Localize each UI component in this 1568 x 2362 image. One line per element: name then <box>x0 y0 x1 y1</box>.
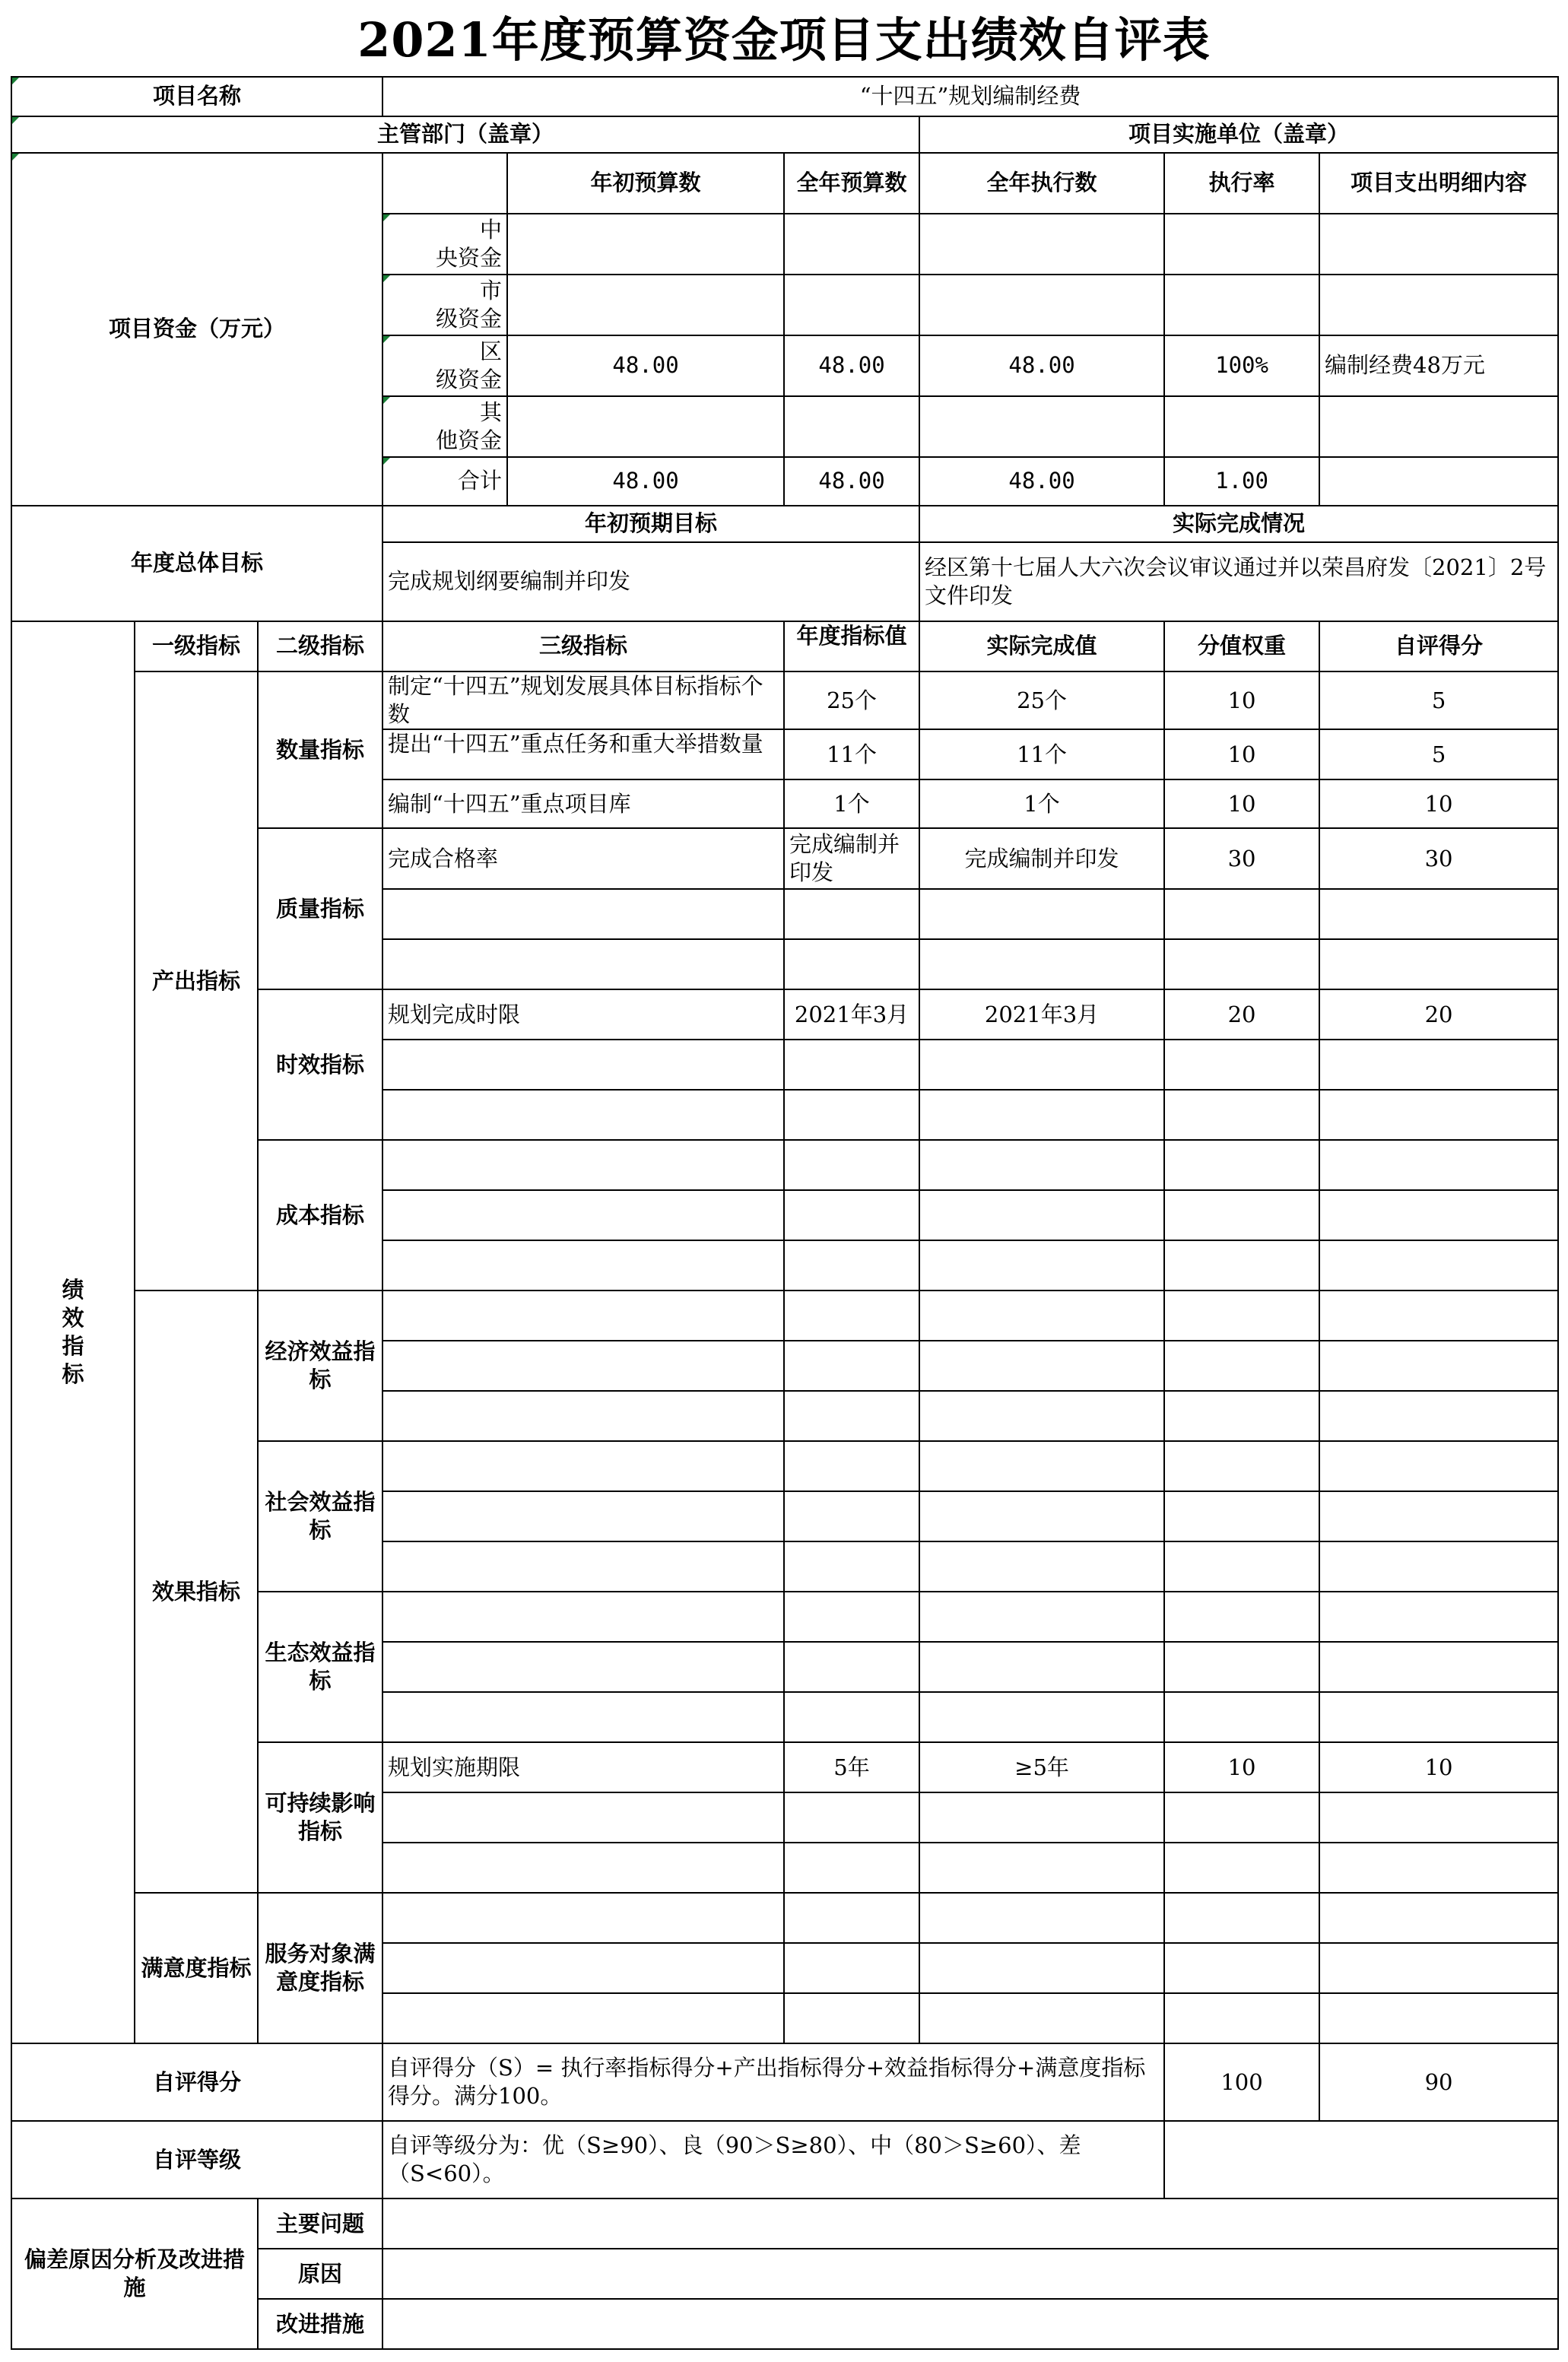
funds-cell <box>784 396 919 457</box>
indicators-label: 绩 效 指 标 <box>11 621 135 2043</box>
funds-total-cell: 48.00 <box>784 457 919 506</box>
empty-cell <box>919 1993 1164 2043</box>
empty-cell <box>382 1792 784 1843</box>
funds-header-budget: 年初预算数 <box>507 153 784 214</box>
empty-cell <box>919 1090 1164 1140</box>
quality-row-actual: 完成编制并印发 <box>919 828 1164 889</box>
quantity-row-2-actual: 11个 <box>919 729 1164 779</box>
ind-header-score: 自评得分 <box>1319 621 1558 671</box>
quality-row-target: 完成编制并印发 <box>784 828 919 889</box>
funds-cell: 48.00 <box>784 335 919 396</box>
ecological-indicators-label: 生态效益指标 <box>258 1592 382 1742</box>
empty-cell <box>382 1491 784 1541</box>
empty-cell <box>1319 939 1558 989</box>
empty-cell <box>1164 1441 1319 1491</box>
empty-cell <box>382 1541 784 1592</box>
funds-cell <box>919 275 1164 335</box>
funds-cell <box>1319 396 1558 457</box>
quantity-row-1-actual: 25个 <box>919 671 1164 729</box>
quantity-row-1-score: 5 <box>1319 671 1558 729</box>
empty-cell <box>1319 1040 1558 1090</box>
funds-row-total: 合计 <box>382 457 507 506</box>
empty-cell <box>1164 1592 1319 1642</box>
empty-cell <box>1319 1541 1558 1592</box>
empty-cell <box>1319 1391 1558 1441</box>
funds-cell <box>784 214 919 275</box>
empty-cell <box>784 1040 919 1090</box>
empty-cell <box>784 939 919 989</box>
empty-cell <box>1319 1441 1558 1491</box>
self-score-value: 90 <box>1319 2043 1558 2121</box>
empty-cell <box>1164 1642 1319 1692</box>
empty-cell <box>784 1642 919 1692</box>
empty-cell <box>1164 1190 1319 1240</box>
satisfaction-indicators-label: 满意度指标 <box>135 1893 258 2043</box>
empty-cell <box>1164 1893 1319 1943</box>
funds-cell <box>507 214 784 275</box>
ind-header-target: 年度指标值 <box>784 621 919 671</box>
empty-cell <box>919 1391 1164 1441</box>
deviation-reason-value <box>382 2249 1558 2299</box>
funds-header-annual: 全年预算数 <box>784 153 919 214</box>
empty-cell <box>1164 1541 1319 1592</box>
empty-cell <box>784 1692 919 1742</box>
timeliness-row-target: 2021年3月 <box>784 989 919 1040</box>
funds-cell: 48.00 <box>507 335 784 396</box>
empty-cell <box>382 1843 784 1893</box>
social-indicators-label: 社会效益指标 <box>258 1441 382 1592</box>
empty-cell <box>1319 1341 1558 1391</box>
quantity-row-2-target: 11个 <box>784 729 919 779</box>
empty-cell <box>919 889 1164 939</box>
empty-cell <box>919 1291 1164 1341</box>
quantity-row-2-score: 5 <box>1319 729 1558 779</box>
deviation-main-issue-value <box>382 2199 1558 2249</box>
self-score-desc: 自评得分（S）= 执行率指标得分+产出指标得分+效益指标得分+满意度指标得分。满分100。 <box>382 2043 1164 2121</box>
empty-cell <box>382 1341 784 1391</box>
project-name-value: “十四五”规划编制经费 <box>382 77 1558 116</box>
goal-expected-header: 年初预期目标 <box>382 506 919 542</box>
funds-cell <box>1164 396 1319 457</box>
empty-cell <box>1164 1090 1319 1140</box>
funds-cell: 编制经费48万元 <box>1319 335 1558 396</box>
empty-cell <box>382 1642 784 1692</box>
quantity-row-1-name: 制定“十四五”规划发展具体目标指标个数 <box>382 671 784 729</box>
timeliness-indicators-label: 时效指标 <box>258 989 382 1140</box>
empty-cell <box>1164 1040 1319 1090</box>
empty-cell <box>1319 1792 1558 1843</box>
goal-actual-header: 实际完成情况 <box>919 506 1558 542</box>
funds-total-cell: 48.00 <box>507 457 784 506</box>
empty-cell <box>784 1993 919 2043</box>
funds-header-executed: 全年执行数 <box>919 153 1164 214</box>
empty-cell <box>382 1291 784 1341</box>
empty-cell <box>784 1541 919 1592</box>
ind-header-actual: 实际完成值 <box>919 621 1164 671</box>
empty-cell <box>1164 1341 1319 1391</box>
empty-cell <box>1164 1993 1319 2043</box>
empty-cell <box>1319 1140 1558 1190</box>
quality-indicators-label: 质量指标 <box>258 828 382 989</box>
empty-cell <box>1319 1090 1558 1140</box>
funds-cell <box>919 396 1164 457</box>
goal-label: 年度总体目标 <box>11 506 382 621</box>
empty-cell <box>784 1341 919 1391</box>
empty-cell <box>784 1592 919 1642</box>
empty-cell <box>382 1090 784 1140</box>
empty-cell <box>1319 1642 1558 1692</box>
empty-cell <box>919 1541 1164 1592</box>
funds-total-cell: 1.00 <box>1164 457 1319 506</box>
funds-cell: 48.00 <box>919 335 1164 396</box>
empty-cell <box>1164 1491 1319 1541</box>
quality-row-name: 完成合格率 <box>382 828 784 889</box>
funds-cell <box>1319 214 1558 275</box>
empty-cell <box>784 1441 919 1491</box>
empty-cell <box>1164 939 1319 989</box>
service-satisfaction-label: 服务对象满意度指标 <box>258 1893 382 2043</box>
empty-cell <box>1319 1893 1558 1943</box>
funds-cell <box>1164 214 1319 275</box>
timeliness-row-name: 规划完成时限 <box>382 989 784 1040</box>
deviation-reason: 原因 <box>258 2249 382 2299</box>
funds-cell <box>919 214 1164 275</box>
empty-cell <box>382 1692 784 1742</box>
funds-row-district: 区 级资金 <box>382 335 507 396</box>
ind-header-level2: 二级指标 <box>258 621 382 671</box>
empty-cell <box>784 1491 919 1541</box>
empty-cell <box>919 1943 1164 1993</box>
funds-header-blank <box>382 153 507 214</box>
empty-cell <box>784 1843 919 1893</box>
self-grade-desc: 自评等级分为：优（S≥90）、良（90＞S≥80）、中（80＞S≥60）、差（S<60）。 <box>382 2121 1164 2199</box>
empty-cell <box>382 1391 784 1441</box>
empty-cell <box>784 1090 919 1140</box>
quantity-row-3-actual: 1个 <box>919 779 1164 828</box>
quantity-row-3-weight: 10 <box>1164 779 1319 828</box>
empty-cell <box>1319 1592 1558 1642</box>
sustainable-row-name: 规划实施期限 <box>382 1742 784 1792</box>
sustainable-row-actual: ≥5年 <box>919 1742 1164 1792</box>
empty-cell <box>382 1441 784 1491</box>
empty-cell <box>1164 1792 1319 1843</box>
quantity-row-2-name: 提出“十四五”重点任务和重大举措数量 <box>382 729 784 779</box>
funds-cell <box>1164 275 1319 335</box>
empty-cell <box>1319 1190 1558 1240</box>
empty-cell <box>784 1240 919 1291</box>
goal-actual: 经区第十七届人大六次会议审议通过并以荣昌府发〔2021〕2号文件印发 <box>919 542 1558 621</box>
funds-row-other: 其 他资金 <box>382 396 507 457</box>
empty-cell <box>1164 1943 1319 1993</box>
empty-cell <box>1164 1240 1319 1291</box>
funds-header-rate: 执行率 <box>1164 153 1319 214</box>
funds-cell <box>507 275 784 335</box>
sustainable-row-weight: 10 <box>1164 1742 1319 1792</box>
evaluation-table <box>11 76 1559 2350</box>
page-title: 2021年度预算资金项目支出绩效自评表 <box>357 12 1211 68</box>
sustainable-row-target: 5年 <box>784 1742 919 1792</box>
empty-cell <box>1164 1140 1319 1190</box>
quantity-row-1-weight: 10 <box>1164 671 1319 729</box>
empty-cell <box>382 939 784 989</box>
quality-row-score: 30 <box>1319 828 1558 889</box>
timeliness-row-weight: 20 <box>1164 989 1319 1040</box>
empty-cell <box>1319 1843 1558 1893</box>
empty-cell <box>382 889 784 939</box>
empty-cell <box>1319 1291 1558 1341</box>
ind-header-level3: 三级指标 <box>382 621 784 671</box>
empty-cell <box>919 1190 1164 1240</box>
empty-cell <box>1164 1692 1319 1742</box>
empty-cell <box>382 1893 784 1943</box>
empty-cell <box>1319 1943 1558 1993</box>
empty-cell <box>1319 889 1558 939</box>
empty-cell <box>784 1792 919 1843</box>
empty-cell <box>919 939 1164 989</box>
deviation-improvement-value <box>382 2299 1558 2349</box>
funds-header-detail: 项目支出明细内容 <box>1319 153 1558 214</box>
empty-cell <box>919 1642 1164 1692</box>
empty-cell <box>919 1040 1164 1090</box>
deviation-main-issue: 主要问题 <box>258 2199 382 2249</box>
dept-label: 主管部门（盖章） <box>11 116 919 153</box>
empty-cell <box>1319 1240 1558 1291</box>
economic-indicators-label: 经济效益指标 <box>258 1291 382 1441</box>
empty-cell <box>382 1240 784 1291</box>
empty-cell <box>382 1140 784 1190</box>
funds-cell: 100% <box>1164 335 1319 396</box>
empty-cell <box>784 1943 919 1993</box>
empty-cell <box>919 1692 1164 1742</box>
empty-cell <box>919 1441 1164 1491</box>
empty-cell <box>382 1592 784 1642</box>
funds-cell <box>784 275 919 335</box>
ind-header-level1: 一级指标 <box>135 621 258 671</box>
empty-cell <box>382 1190 784 1240</box>
funds-label: 项目资金（万元） <box>11 153 382 506</box>
timeliness-row-actual: 2021年3月 <box>919 989 1164 1040</box>
empty-cell <box>784 1190 919 1240</box>
quantity-row-3-score: 10 <box>1319 779 1558 828</box>
empty-cell <box>1164 1391 1319 1441</box>
empty-cell <box>919 1341 1164 1391</box>
empty-cell <box>784 1893 919 1943</box>
funds-row-central: 中 央资金 <box>382 214 507 275</box>
funds-total-cell: 48.00 <box>919 457 1164 506</box>
empty-cell <box>1164 1291 1319 1341</box>
empty-cell <box>1319 1491 1558 1541</box>
timeliness-row-score: 20 <box>1319 989 1558 1040</box>
quantity-row-2-weight: 10 <box>1164 729 1319 779</box>
goal-expected: 完成规划纲要编制并印发 <box>382 542 919 621</box>
empty-cell <box>1164 889 1319 939</box>
empty-cell <box>382 1943 784 1993</box>
quantity-row-3-name: 编制“十四五”重点项目库 <box>382 779 784 828</box>
empty-cell <box>784 889 919 939</box>
sustainable-row-score: 10 <box>1319 1742 1558 1792</box>
project-name-label: 项目名称 <box>11 77 382 116</box>
deviation-improvement: 改进措施 <box>258 2299 382 2349</box>
sustainable-indicators-label: 可持续影响指标 <box>258 1742 382 1893</box>
empty-cell <box>382 1993 784 2043</box>
empty-cell <box>1319 1993 1558 2043</box>
quantity-row-1-target: 25个 <box>784 671 919 729</box>
empty-cell <box>784 1291 919 1341</box>
funds-cell <box>1319 275 1558 335</box>
empty-cell <box>919 1792 1164 1843</box>
empty-cell <box>919 1240 1164 1291</box>
cost-indicators-label: 成本指标 <box>258 1140 382 1291</box>
quality-row-weight: 30 <box>1164 828 1319 889</box>
quantity-indicators-label: 数量指标 <box>258 671 382 828</box>
effect-indicators-label: 效果指标 <box>135 1291 258 1893</box>
empty-cell <box>784 1140 919 1190</box>
empty-cell <box>382 1040 784 1090</box>
quantity-row-3-target: 1个 <box>784 779 919 828</box>
empty-cell <box>919 1140 1164 1190</box>
self-grade-value <box>1164 2121 1558 2199</box>
empty-cell <box>919 1592 1164 1642</box>
ind-header-weight: 分值权重 <box>1164 621 1319 671</box>
funds-total-cell <box>1319 457 1558 506</box>
self-grade-label: 自评等级 <box>11 2121 382 2199</box>
output-indicators-label: 产出指标 <box>135 671 258 1291</box>
self-score-label: 自评得分 <box>11 2043 382 2121</box>
empty-cell <box>919 1893 1164 1943</box>
empty-cell <box>1319 1692 1558 1742</box>
unit-label: 项目实施单位（盖章） <box>919 116 1558 153</box>
empty-cell <box>919 1491 1164 1541</box>
empty-cell <box>1164 1843 1319 1893</box>
self-score-total: 100 <box>1164 2043 1319 2121</box>
funds-row-city: 市 级资金 <box>382 275 507 335</box>
deviation-label: 偏差原因分析及改进措施 <box>11 2199 258 2349</box>
funds-cell <box>507 396 784 457</box>
empty-cell <box>919 1843 1164 1893</box>
empty-cell <box>784 1391 919 1441</box>
